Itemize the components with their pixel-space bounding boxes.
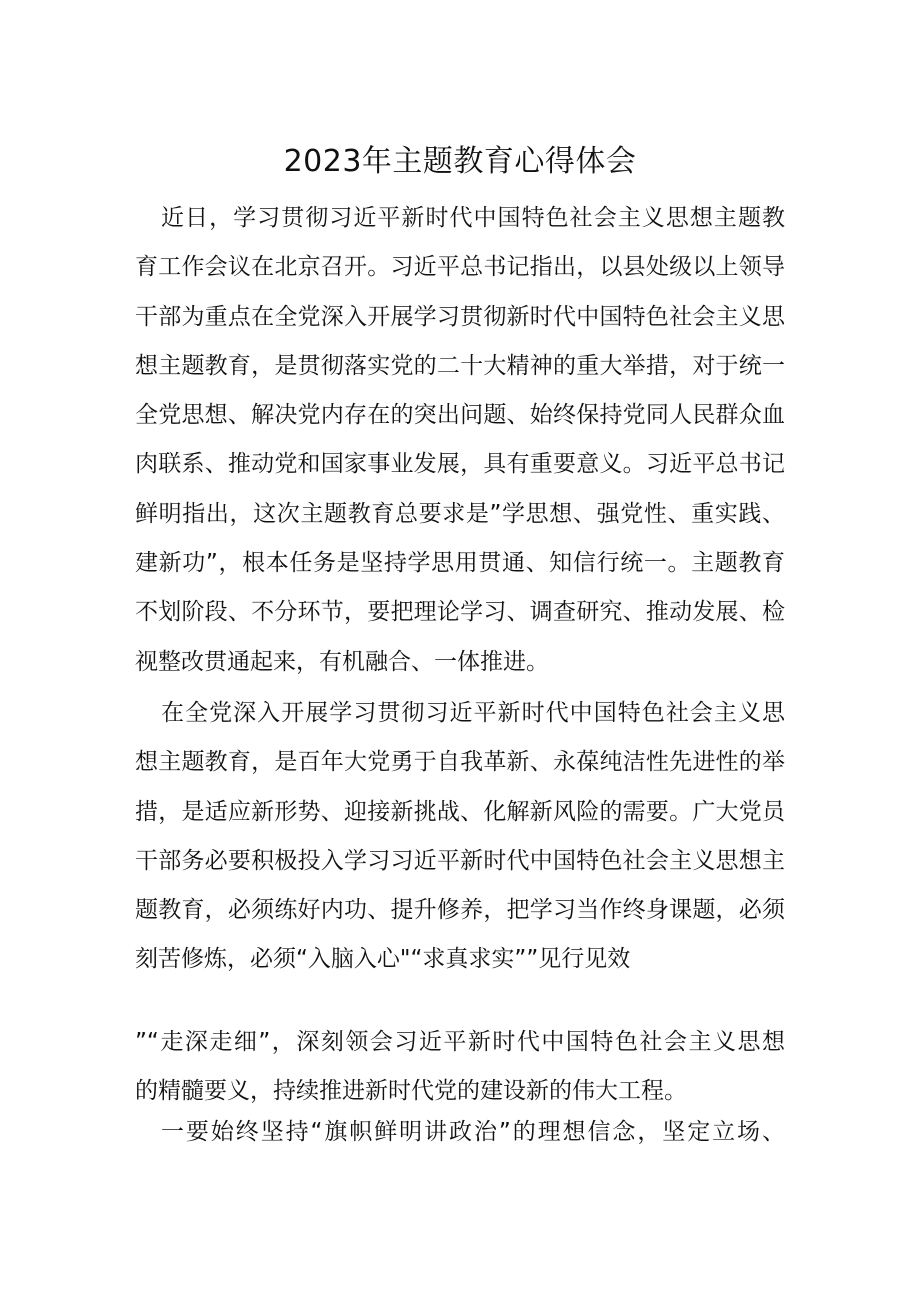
paragraph-line: 想主题教育，是贯彻落实党的二十大精神的重大举措，对于统一 <box>135 352 785 379</box>
paragraph-line: 不划阶段、不分环节，要把理论学习、调查研究、推动发展、检 <box>135 599 785 626</box>
paragraph-line: 的精髓要义，持续推进新时代党的建设新的伟大工程。 <box>135 1078 687 1105</box>
paragraph-line: ”“走深走细”，深刻领会习近平新时代中国特色社会主义思想 <box>135 1029 785 1055</box>
paragraph-line: 干部务必要积极投入学习习近平新时代中国特色社会主义思想主 <box>135 847 785 874</box>
document-title: 2023年主题教育心得体会 <box>283 144 637 179</box>
paragraph-line: 建新功”，根本任务是坚持学思用贯通、知信行统一。主题教育 <box>135 550 785 577</box>
paragraph-2 <box>135 689 785 985</box>
paragraph-line: 近日，学习贯彻习近平新时代中国特色社会主义思想主题教 <box>161 205 785 231</box>
paragraph-line: 全党思想、解决党内存在的突出问题、始终保持党同人民群众血 <box>135 402 785 429</box>
paragraph-line: 措，是适应新形势、迎接新挑战、化解新风险的需要。广大党员 <box>135 798 785 825</box>
paragraph-1 <box>135 194 785 687</box>
paragraph-line: 刻苦修炼，必须“入脑入心"“求真求实””见行见效 <box>135 946 631 973</box>
paragraph-line: 育工作会议在北京召开。习近平总书记指出，以县处级以上领导 <box>135 254 785 281</box>
paragraph-line: 干部为重点在全党深入开展学习贯彻新时代中国特色社会主义思 <box>135 303 785 330</box>
paragraph-4 <box>135 1108 785 1157</box>
paragraph-line: 想主题教育，是百年大党勇于自我革新、永葆纯洁性先进性的举 <box>135 749 785 776</box>
paragraph-line: 在全党深入开展学习贯彻习近平新时代中国特色社会主义思 <box>161 700 785 726</box>
paragraph-line: 鲜明指出，这次主题教育总要求是”学思想、强党性、重实践、 <box>135 500 785 527</box>
paragraph-line: 肉联系、推动党和国家事业发展，具有重要意义。习近平总书记 <box>135 451 785 478</box>
paragraph-3 <box>135 1018 785 1117</box>
paragraph-line: 题教育，必须练好内功、提升修养，把学习当作终身课题，必须 <box>135 897 785 924</box>
paragraph-line: 视整改贯通起来，有机融合、一体推进。 <box>135 648 549 675</box>
paragraph-line: 一要始终坚持“旗帜鲜明讲政治”的理想信念，坚定立场、 <box>161 1119 785 1145</box>
